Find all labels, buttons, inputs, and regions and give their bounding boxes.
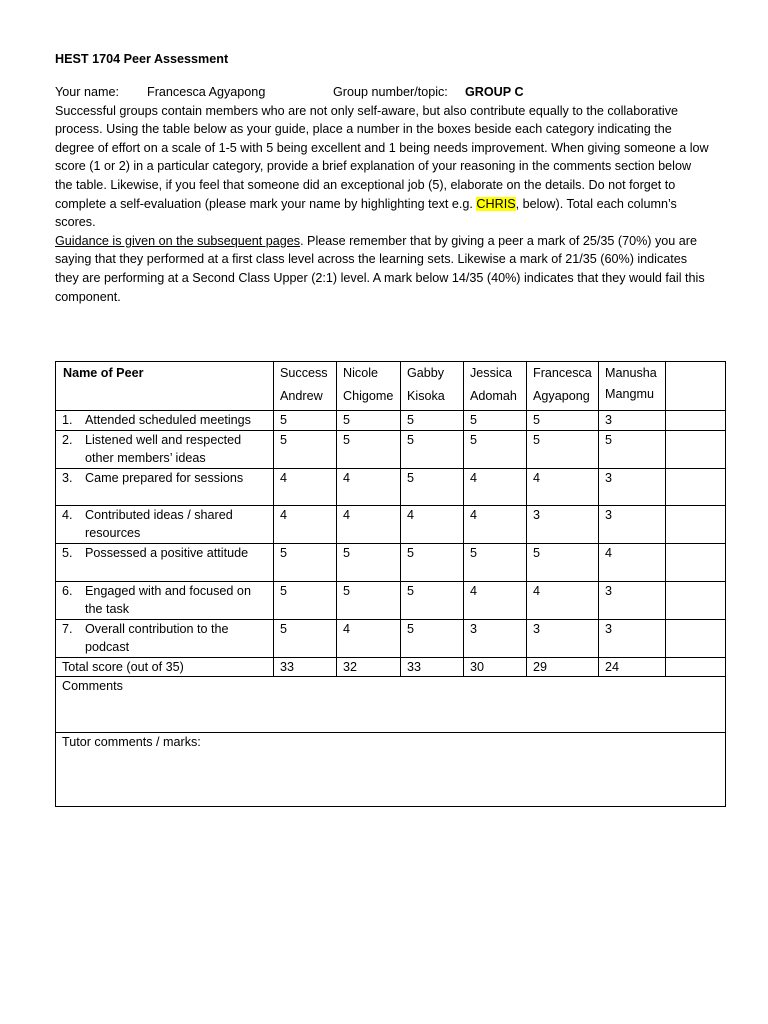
guidance-text: . Please remember that by giving a peer a mark of 25/35 (70%) you are saying that they performed at a first class level across the learning sets. Likewise a mark of 21/35 (60%) indicates they are performing at a Second Class Upper (2:1) level. A mark below 14/35 (40%) indicates that they would fail this component.	[55, 233, 705, 304]
empty-score-cell[interactable]	[666, 619, 726, 657]
criterion-text: Engaged with and focused on	[85, 583, 251, 598]
peer-first-name: Manusha	[605, 366, 657, 380]
score-cell[interactable]: 3	[599, 505, 666, 543]
peer-last-name: Chigome	[343, 389, 394, 403]
score-cell[interactable]: 5	[464, 411, 527, 431]
peer-first-name: Nicole	[343, 366, 378, 380]
peer-header-cell	[464, 362, 527, 411]
criterion-label	[56, 619, 274, 657]
score-cell[interactable]: 5	[337, 411, 401, 431]
comments-label: Comments	[62, 679, 123, 693]
score-cell[interactable]: 5	[401, 468, 464, 505]
score-cell[interactable]: 5	[337, 543, 401, 581]
score-cell[interactable]: 4	[401, 505, 464, 543]
criterion-row	[56, 543, 726, 581]
criterion-label	[56, 581, 274, 619]
empty-score-cell[interactable]	[666, 505, 726, 543]
score-cell[interactable]: 3	[599, 581, 666, 619]
your-name-label: Your name:	[55, 84, 119, 99]
criterion-label	[56, 543, 274, 581]
criterion-row	[56, 505, 726, 543]
criterion-label	[56, 468, 274, 505]
total-cell[interactable]: 33	[401, 657, 464, 677]
criterion-text-continued: other members’ ideas	[85, 451, 206, 465]
total-label: Total score (out of 35)	[56, 657, 274, 677]
score-cell[interactable]: 4	[527, 468, 599, 505]
peer-header-cell	[527, 362, 599, 411]
tutor-comments-row	[56, 733, 726, 807]
criterion-text: Possessed a positive attitude	[85, 545, 249, 560]
score-cell[interactable]: 3	[527, 505, 599, 543]
score-cell[interactable]: 4	[599, 543, 666, 581]
your-name-value: Francesca Agyapong	[147, 84, 266, 99]
score-cell[interactable]: 5	[401, 543, 464, 581]
criterion-row	[56, 581, 726, 619]
comments-row	[56, 677, 726, 733]
score-cell[interactable]: 5	[274, 543, 337, 581]
empty-score-cell[interactable]	[666, 430, 726, 468]
score-cell[interactable]: 4	[464, 505, 527, 543]
empty-score-cell[interactable]	[666, 581, 726, 619]
score-cell[interactable]: 5	[274, 411, 337, 431]
peer-first-name: Francesca	[533, 366, 592, 380]
total-cell[interactable]: 33	[274, 657, 337, 677]
score-cell[interactable]: 5	[401, 619, 464, 657]
criterion-number: 6.	[62, 583, 73, 598]
score-cell[interactable]: 5	[401, 581, 464, 619]
comments-box[interactable]	[56, 677, 726, 733]
table-body	[56, 362, 726, 807]
score-cell[interactable]: 3	[464, 619, 527, 657]
instructions-text-start: Successful groups contain members who are not only self-aware, but also contribute equally to the collaborative process. Using the table below as your guide, place a number in the boxes beside each category indicating the degree of effort on a scale of 1-5 with 5 being excellent and 1 being needs improvement. When giving someone a low score (1 or 2) in a particular category, provide a brief explanation of your reasoning in the comments section below the table. Likewise, if you feel that someone did an exceptional job (5), elaborate on the details. Do not forget to complete a self-evaluation (please mark your name by highlighting text e.g.	[55, 103, 709, 211]
criterion-text-continued: podcast	[85, 640, 130, 654]
score-cell[interactable]: 5	[464, 543, 527, 581]
criterion-text: Attended scheduled meetings	[85, 413, 251, 427]
peer-last-name: Agyapong	[533, 389, 590, 403]
score-cell[interactable]: 5	[401, 411, 464, 431]
empty-score-cell[interactable]	[666, 543, 726, 581]
peer-assessment-form	[55, 50, 711, 306]
criterion-row	[56, 619, 726, 657]
peer-last-name: Mangmu	[605, 387, 654, 401]
peer-first-name: Success	[280, 366, 328, 380]
score-cell[interactable]: 5	[401, 430, 464, 468]
criterion-text: Came prepared for sessions	[85, 470, 244, 485]
tutor-comments-box[interactable]	[56, 733, 726, 807]
score-cell[interactable]: 3	[527, 619, 599, 657]
highlight-example: CHRIS	[476, 196, 516, 211]
score-cell[interactable]: 4	[337, 468, 401, 505]
criterion-number: 3.	[62, 470, 73, 485]
peer-first-name: Gabby	[407, 366, 445, 380]
group-label: Group number/topic:	[333, 84, 448, 99]
instructions-paragraph	[55, 102, 711, 232]
score-cell[interactable]: 4	[274, 468, 337, 505]
guidance-paragraph	[55, 232, 711, 306]
total-row	[56, 657, 726, 677]
peer-last-name: Kisoka	[407, 389, 445, 403]
score-cell[interactable]: 4	[337, 505, 401, 543]
score-cell[interactable]: 4	[527, 581, 599, 619]
criterion-row	[56, 468, 726, 505]
criterion-number: 1.	[62, 413, 73, 427]
score-cell[interactable]: 4	[337, 619, 401, 657]
score-cell[interactable]: 5	[599, 430, 666, 468]
score-cell[interactable]: 3	[599, 411, 666, 431]
total-cell[interactable]: 30	[464, 657, 527, 677]
score-cell[interactable]: 5	[337, 581, 401, 619]
criterion-text: Overall contribution to the	[85, 621, 229, 636]
score-cell[interactable]: 5	[274, 581, 337, 619]
peer-header-cell	[337, 362, 401, 411]
total-cell[interactable]: 24	[599, 657, 666, 677]
score-cell[interactable]: 5	[274, 619, 337, 657]
total-cell[interactable]: 29	[527, 657, 599, 677]
criterion-text-continued: resources	[85, 526, 141, 540]
score-cell[interactable]: 4	[464, 581, 527, 619]
criterion-row	[56, 430, 726, 468]
total-cell[interactable]: 32	[337, 657, 401, 677]
criterion-label	[56, 411, 274, 431]
score-cell[interactable]: 5	[527, 543, 599, 581]
criterion-number: 5.	[62, 545, 73, 560]
score-cell[interactable]: 4	[464, 468, 527, 505]
score-cell[interactable]: 5	[274, 430, 337, 468]
peer-header-row	[56, 362, 726, 411]
criterion-text: Listened well and respected	[85, 432, 242, 447]
score-cell[interactable]: 4	[274, 505, 337, 543]
peer-header-cell	[401, 362, 464, 411]
criterion-row	[56, 411, 726, 431]
peer-last-name: Adomah	[470, 389, 517, 403]
empty-header-cell	[666, 362, 726, 411]
score-cell[interactable]: 5	[527, 411, 599, 431]
criterion-label	[56, 430, 274, 468]
peer-first-name: Jessica	[470, 366, 512, 380]
score-cell[interactable]: 5	[464, 430, 527, 468]
score-cell[interactable]: 5	[527, 430, 599, 468]
score-cell[interactable]: 5	[337, 430, 401, 468]
criterion-number: 4.	[62, 507, 73, 522]
name-of-peer-header	[56, 362, 274, 411]
peer-header-cell	[274, 362, 337, 411]
name-of-peer-label: Name of Peer	[63, 366, 144, 380]
criterion-text-continued: the task	[85, 602, 130, 616]
score-cell[interactable]: 3	[599, 619, 666, 657]
empty-score-cell[interactable]	[666, 468, 726, 505]
guidance-link-text: Guidance is given on the subsequent pages	[55, 233, 301, 248]
form-meta	[55, 83, 711, 102]
empty-total-cell[interactable]	[666, 657, 726, 677]
peer-last-name: Andrew	[280, 389, 323, 403]
group-value: GROUP C	[465, 84, 524, 99]
form-title: HEST 1704 Peer Assessment	[55, 52, 229, 66]
criterion-label	[56, 505, 274, 543]
criterion-text: Contributed ideas / shared	[85, 507, 233, 522]
instructions-text-end: , below). Total each column’s scores.	[55, 196, 677, 230]
criterion-number: 2.	[62, 432, 73, 447]
tutor-comments-label: Tutor comments / marks:	[62, 735, 201, 749]
criterion-number: 7.	[62, 621, 73, 636]
score-cell[interactable]: 3	[599, 468, 666, 505]
peer-header-cell	[599, 362, 666, 411]
peer-scores-table	[55, 361, 726, 807]
empty-score-cell[interactable]	[666, 411, 726, 431]
